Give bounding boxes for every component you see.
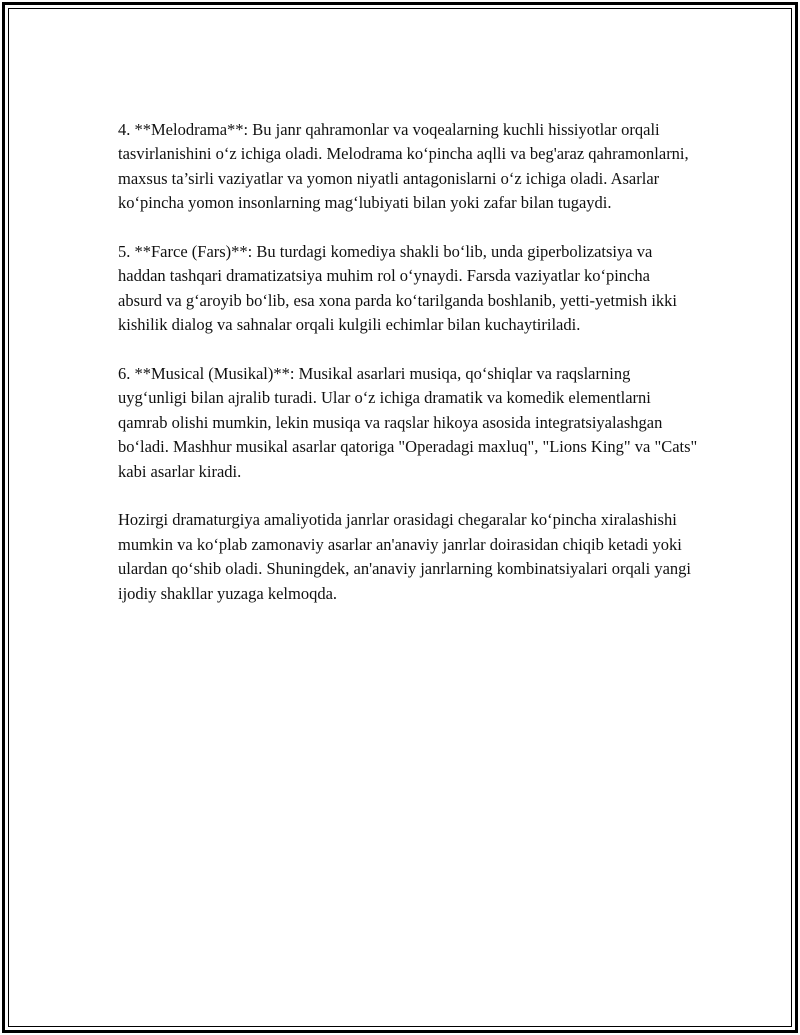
paragraph-farce: 5. **Farce (Fars)**: Bu turdagi komediya shakli bo‘lib, unda giperbolizatsiya va haddan tashqari dramatizatsiya muhim rol o‘ynaydi. Farsda vaziyatlar ko‘pincha absurd va g‘aroyib bo‘lib, esa xona parda ko‘tarilganda boshlanib, yetti-yetmish ikki kishilik dialog va sahnalar orqali kulgili echimlar bilan kuchaytiriladi. [118,242,678,335]
paragraph-musical: 6. **Musical (Musikal)**: Musikal asarlari musiqa, qo‘shiqlar va raqslarning uyg‘unligi bilan ajralib turadi. Ular o‘z ichiga dramatik va komedik elementlarni qamrab olishi mumkin, lekin musiqa va raqslar hikoya asosida integratsiyalashgan bo‘ladi. Mashhur musikal asarlar qatoriga "Operadagi maxluq", "Lions King" va "Cats" kabi asarlar kiradi. [118,364,698,481]
paragraph-melodrama: 4. **Melodrama**: Bu janr qahramonlar va voqealarning kuchli hissiyotlar orqali tasvirlanishini o‘z ichiga oladi. Melodrama ko‘pincha aqlli va beg'araz qahramonlarni, maxsus ta’sirli vaziyatlar va yomon niyatli antagonislarni o‘z ichiga oladi. Asarlar ko‘pincha yomon insonlarning mag‘lubiyati bilan yoki zafar bilan tugaydi. [118,120,689,213]
paragraph-conclusion: Hozirgi dramaturgiya amaliyotida janrlar orasidagi chegaralar ko‘pincha xiralashishi mumkin va ko‘plab zamonaviy asarlar an'anaviy janrlar doirasidan chiqib ketadi yoki ulardan qo‘shib oladi. Shuningdek, an'anaviy janrlarning kombinatsiyalari orqali yangi ijodiy shakllar yuzaga kelmoqda. [118,510,692,603]
document-body [118,118,698,630]
